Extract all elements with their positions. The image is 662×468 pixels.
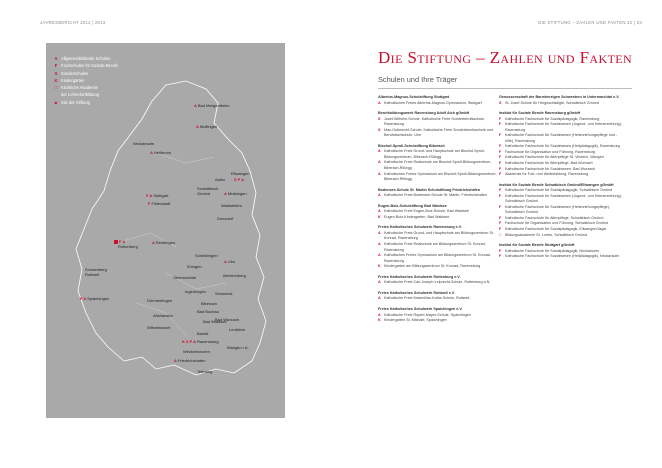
map-place — [214, 291, 232, 296]
legend-code: S — [54, 70, 58, 76]
place-name: Aalen — [215, 177, 226, 182]
provider-group — [499, 243, 622, 260]
legend-code: F — [54, 63, 58, 69]
provider-title: Albertus-Magnus-Schulstiftung Stuttgart — [378, 95, 450, 99]
map-place — [152, 240, 175, 245]
place-name: Weckenbeuren — [183, 349, 210, 354]
place-code: A — [152, 240, 155, 245]
map-place — [196, 331, 208, 336]
school-name: Katholisches Freies Gymnasium am Bildungszentrum St. Konrad, Ravensburg — [384, 253, 491, 263]
map-place — [234, 177, 245, 182]
school-name: Katholische Freie Eugen-Bolz-Schule, Bad Waldsee — [384, 209, 469, 214]
school-name: Katholische Freie Realschule am Bildungszentrum St. Konrad, Ravensburg — [384, 242, 486, 252]
provider-group — [378, 307, 501, 324]
place-code: F A — [80, 296, 87, 301]
school-type-code: F — [499, 193, 502, 198]
place-code: A — [196, 124, 199, 129]
place-name: Baindt — [197, 331, 209, 336]
place-name: Ellwangen — [231, 171, 250, 176]
provider-group — [378, 95, 501, 106]
school-item — [499, 205, 622, 216]
school-type-code: A — [378, 253, 381, 258]
legend-label: Sonderschulen — [61, 70, 89, 76]
school-type-code: A — [378, 209, 381, 214]
school-name: Katholische Freie Maximilian-Kolbe-Schule, Rottweil — [384, 296, 470, 301]
provider-group — [499, 95, 622, 106]
place-name: Ulm — [227, 259, 235, 264]
school-type-code: F — [499, 204, 502, 209]
map-place — [84, 272, 99, 277]
map-place — [186, 264, 202, 269]
legend-code: A — [54, 56, 58, 61]
map-place — [196, 191, 210, 196]
place-name: Schwäbisch — [197, 186, 219, 191]
school-item — [378, 101, 501, 107]
school-item — [378, 149, 501, 160]
school-name: Katholische Freie Carl-Joseph-Leiprecht-Schule, Rottenburg a.N. — [384, 280, 491, 285]
school-name: Eugen-Bolz-Kindergarten, Bad Waldsee — [384, 214, 450, 219]
school-name: Katholische Fachschule für Altenpflege St. Vinzenz, Wangen — [505, 155, 604, 160]
provider-title: Freies Katholisches Schulwerk Ravensburg e.V. — [378, 225, 462, 230]
place-name: Donzdorf — [217, 216, 234, 221]
map-place — [200, 301, 217, 306]
place-name: Bad Mergentheim — [197, 103, 230, 108]
school-type-code: K — [378, 264, 381, 269]
school-type-code: S — [378, 127, 381, 132]
provider-group — [378, 275, 501, 286]
school-item — [378, 117, 501, 128]
school-name: Akademie für Fort- und Weiterbildung, Ravensburg — [505, 172, 589, 177]
place-name: Mulfingen — [199, 124, 218, 129]
provider-title: Bischof-Sproll-Schulstiftung Biberach — [378, 143, 445, 148]
legend-item — [54, 99, 118, 106]
map-place — [132, 141, 154, 146]
school-item — [378, 296, 501, 302]
school-item — [378, 231, 501, 242]
school-type-code: F — [499, 227, 502, 232]
place-name: Biberach — [201, 301, 217, 306]
schools-column-right — [499, 95, 622, 265]
school-name: Katholische Fachschule für Sozialpädagogik, Ellwangen/Jagst — [505, 227, 607, 232]
legend-item — [54, 70, 118, 77]
school-type-code: F — [499, 172, 502, 177]
map-place — [220, 203, 242, 208]
map-place — [196, 124, 217, 129]
school-item — [378, 193, 501, 199]
school-type-code: F — [499, 149, 502, 154]
place-name: Mutlangen — [227, 191, 247, 196]
place-name: Illerkirchberg — [223, 273, 246, 278]
map-place — [146, 298, 172, 303]
place-name: Leutkirch — [229, 327, 246, 332]
place-name: Stuttgart — [153, 193, 169, 198]
school-name: Fachschule für Organisation und Führung, Ravensburg — [505, 149, 595, 154]
place-name: Ravensburg — [197, 339, 219, 344]
map-place — [226, 345, 249, 350]
school-type-code: F — [499, 122, 502, 127]
provider-title: Freies Katholisches Schulwerk Spaichingen e.V. — [378, 306, 463, 311]
school-type-code: A — [378, 100, 381, 105]
school-type-code: F — [499, 116, 502, 121]
place-name: Altshausen — [153, 313, 173, 318]
provider-title: Institut für Soziale Berufe Stuttgart gGmbH — [499, 243, 575, 248]
school-name: Katholische Freie Bodensee-Schule St. Martin, Friedrichshafen — [384, 193, 487, 198]
map-place — [216, 216, 233, 221]
school-name: Katholische Freie Grund- und Hauptschule am Bischof-Sproll-Bildungszentrum, Biberach-Rißegg — [384, 149, 485, 159]
legend-code: K — [54, 77, 58, 83]
school-name: Fachschule für Organisation und Führung, Schwäbisch Gmünd — [505, 221, 608, 226]
school-name: Katholische Fachschule für Sozialwesen (Heilpädagogik), Neckarsulm — [505, 254, 620, 259]
school-item — [378, 264, 501, 270]
place-code: F A — [146, 193, 153, 198]
page-title: Die Stiftung – Zahlen und Fakten — [378, 48, 633, 67]
place-code: A — [224, 259, 227, 264]
place-name: Reutlingen — [155, 240, 176, 245]
school-name: Katholische Freie Rupert-Mayer-Schule, Spaichingen — [384, 312, 471, 317]
provider-group — [378, 111, 501, 139]
school-item — [499, 101, 622, 107]
place-code: F A — [119, 239, 126, 244]
legend-code: □ — [54, 85, 58, 91]
place-code: A — [194, 103, 197, 108]
school-type-code: A — [378, 296, 381, 301]
school-name: Katholische Fachschule für Sozialwesen, Bad Wurzach — [505, 166, 596, 171]
map-place — [196, 309, 219, 314]
place-name: Obermachtal — [173, 275, 196, 280]
divider — [378, 88, 632, 89]
school-item — [378, 253, 501, 264]
school-type-code: A — [378, 160, 381, 165]
school-name: Kindergarten St. Michael, Spaichingen — [384, 318, 447, 323]
school-name: Katholische Fachschule für Sozialpädagogik, Ravensburg — [505, 116, 600, 121]
provider-group — [499, 183, 622, 238]
school-item — [378, 215, 501, 221]
map-place — [174, 358, 205, 363]
map-place — [214, 177, 225, 182]
map-place — [224, 259, 235, 264]
map-place — [182, 349, 210, 354]
school-type-code: K — [378, 318, 381, 323]
school-name: Katholische Freie Grund- und Hauptschule am Bildungszentrum St. Konrad, Ravensburg — [384, 230, 494, 241]
legend-item — [54, 77, 118, 84]
school-type-code: F — [499, 155, 502, 160]
provider-group — [378, 144, 501, 183]
header-left: JAHRESBERICHT 2012 | 2013 — [40, 20, 106, 25]
school-type-code: S — [378, 116, 381, 121]
map-place — [228, 327, 245, 332]
map-place — [182, 339, 219, 344]
map-place — [194, 253, 218, 258]
school-type-code: □ — [499, 232, 502, 237]
place-name: Schramberg — [85, 267, 107, 272]
place-name: Wangen i.A. — [227, 345, 249, 350]
school-item — [378, 242, 501, 253]
provider-title: Freies Katholisches Schulwerk Rottenburg e.V. — [378, 274, 461, 279]
school-name: Kindergarten am Bildungszentrum St. Konrad, Ravensburg — [384, 264, 481, 269]
map-place — [150, 150, 171, 155]
place-code: S F A — [234, 177, 245, 182]
school-type-code: K — [378, 214, 381, 219]
school-type-code: A — [378, 242, 381, 247]
place-name: Heilbronn — [153, 150, 172, 155]
school-type-code: A — [378, 193, 381, 198]
map-place — [202, 319, 227, 324]
legend-label: Sitz der Stiftung — [61, 99, 90, 105]
place-code: A — [174, 358, 177, 363]
school-item — [378, 318, 501, 324]
school-name: Katholische Fachschule für Sozialwesen (Heilpädagogik), Ravensburg — [505, 144, 620, 149]
legend-label: Kindergärten — [61, 77, 85, 83]
map-legend — [54, 55, 118, 106]
legend-item — [54, 91, 118, 98]
legend-label: Fachschulen für Soziale Berufe — [61, 63, 118, 69]
school-item — [378, 172, 501, 183]
place-name: Gmünd — [197, 191, 211, 196]
place-name: Friedrichshafen — [177, 358, 206, 363]
map-place — [196, 369, 212, 374]
place-name: Dürmentingen — [147, 298, 173, 303]
provider-group — [378, 291, 501, 302]
school-type-code: A — [378, 171, 381, 176]
school-type-code: S — [499, 100, 502, 105]
place-name: Bad Waldsee — [203, 319, 227, 324]
provider-title: Institut für Soziale Berufe Ravensburg gGmbH — [499, 111, 581, 116]
map-place — [146, 193, 168, 198]
provider-title: Eugen-Bolz-Schulstiftung Bad Waldsee — [378, 203, 447, 208]
place-code: K S F A — [182, 339, 197, 344]
school-name: Katholische Fachschule für Sozialwesen (Heilerziehungspflege), Schwäbisch Gmünd — [505, 204, 610, 215]
school-type-code: F — [499, 144, 502, 149]
school-item — [499, 172, 622, 178]
place-name: Schelklingen — [195, 253, 218, 258]
school-type-code: F — [499, 254, 502, 259]
legend-code: ■ — [54, 99, 58, 105]
place-name: Rottweil — [85, 272, 100, 277]
place-name: Schwendi — [215, 291, 233, 296]
legend-item — [54, 55, 118, 62]
school-type-code: F — [499, 215, 502, 220]
school-name: Katholische Fachschule für Altenpflege, Schwäbisch Gmünd — [505, 215, 604, 220]
school-item — [499, 194, 622, 205]
map-place — [148, 201, 170, 206]
map-place — [230, 171, 249, 176]
legend-item — [54, 84, 118, 91]
school-item — [378, 280, 501, 286]
place-code: A — [150, 150, 153, 155]
region-map — [46, 43, 285, 418]
provider-group — [378, 204, 501, 221]
place-code: F — [148, 201, 151, 206]
school-type-code: A — [378, 312, 381, 317]
place-name: Neckarsulm — [133, 141, 155, 146]
school-name: St. Josef-Schule für Hörgeschädigte, Schwäbisch Gmünd — [505, 100, 599, 105]
school-item — [499, 233, 622, 239]
school-type-code: F — [499, 188, 502, 193]
school-item — [499, 133, 622, 144]
provider-title: Genossenschaft der Barmherzigen Schwestern in Untermarchtal e.V. — [499, 95, 620, 99]
place-name: Bad Buchau — [197, 309, 219, 314]
map-place — [194, 103, 229, 108]
map-place — [224, 191, 247, 196]
place-name: Waldstetten — [221, 203, 242, 208]
provider-title: Institut für Soziale Berufe Schwäbisch Gmünd/Ellwangen gGmbH — [499, 182, 614, 187]
school-type-code: A — [378, 149, 381, 154]
school-item — [378, 160, 501, 171]
school-item — [378, 128, 501, 139]
place-name: Ehingen — [187, 264, 202, 269]
page-subtitle: Schulen und Ihre Träger — [378, 75, 458, 84]
school-name: Bildungsakademie St. Loreto, Schwäbisch Gmünd — [505, 232, 587, 237]
map-place — [184, 289, 206, 294]
school-type-code: A — [378, 230, 381, 235]
map-place — [222, 273, 246, 278]
school-name: Katholische Fachschule für Sozialpädagogik, Schwäbisch Gmünd — [505, 188, 613, 193]
school-type-code: F — [499, 221, 502, 226]
place-code: A — [224, 191, 227, 196]
school-type-code: A — [378, 280, 381, 285]
provider-group — [499, 111, 622, 178]
school-name: Katholische Fachschule für Sozialwesen (Jugend- und Heimerziehung), Schwäbisch Gmünd — [505, 193, 622, 204]
schools-column-left — [378, 95, 501, 329]
school-name: Katholische Freie Realschule am Bischof-Sproll-Bildungszentrum, Biberach-Rißegg — [384, 160, 492, 171]
school-item — [499, 254, 622, 260]
provider-title: Bodensee-Schule St. Martin Schulstiftung Friedrichshafen — [378, 187, 481, 192]
school-type-code: F — [499, 166, 502, 171]
school-type-code: F — [499, 248, 502, 253]
school-name: Max-Gutknecht-Schule, Katholische Freie Sonderberufsschule und Berufsfachschule, Ulm — [384, 127, 494, 138]
legend-label: der Lehrerfortbildung — [61, 92, 100, 98]
provider-group — [378, 188, 501, 199]
header-right: DIE STIFTUNG – ZAHLEN UND FAKTEN 22 | 23 — [538, 20, 642, 25]
school-item — [499, 122, 622, 133]
place-name: Rottenburg — [118, 244, 138, 249]
legend-label: Kirchliche Akademie — [61, 85, 98, 91]
map-place — [172, 275, 196, 280]
school-name: Katholische Fachschule für Sozialwesen (Heilerziehungspflege und -hilfe), Ravensburg — [505, 133, 618, 143]
place-name: Spaichingen — [87, 296, 110, 301]
school-name: Katholische Fachschule für Sozialpädagogik, Neckarsulm — [505, 248, 599, 253]
legend-label: Allgemeinbildende Schulen — [61, 56, 111, 61]
school-name: Katholisches Freies Gymnasium am Bischof-Sproll-Bildungszentrum, Biberach-Rißegg — [384, 171, 497, 182]
map-place — [152, 313, 173, 318]
school-name: Katholische Fachschule für Sozialwesen (Jugend- und Heimerziehung), Ravensburg — [505, 122, 622, 132]
school-name: Katholische Fachschule für Altenpflege, Bad Wurzach — [505, 161, 593, 166]
place-name: Filderstadt — [151, 201, 171, 206]
place-name: Ingerkingen — [185, 289, 206, 294]
school-name: Josef-Wilhelm-Schule, Katholische Freie Sonderberufsschule, Ravensburg — [384, 116, 486, 127]
place-name: Wilhelmsdorf — [147, 325, 171, 330]
legend-item — [54, 62, 118, 69]
provider-title: Freies Katholisches Schulwerk Rottweil e.V. — [378, 290, 455, 295]
school-type-code: F — [499, 161, 502, 166]
place-name: Bad Wurzach — [215, 317, 239, 322]
place-name: Tettnang — [197, 369, 213, 374]
map-place — [118, 244, 138, 249]
school-type-code: F — [499, 133, 502, 138]
map-place — [146, 325, 170, 330]
provider-title: Berufsbildungswerk Ravensburg Adolf Aich gGmbH — [378, 111, 470, 116]
map-place — [80, 296, 109, 301]
provider-group — [378, 225, 501, 269]
school-name: Katholisches Freies Albertus-Magnus-Gymnasium, Stuttgart — [384, 100, 482, 105]
